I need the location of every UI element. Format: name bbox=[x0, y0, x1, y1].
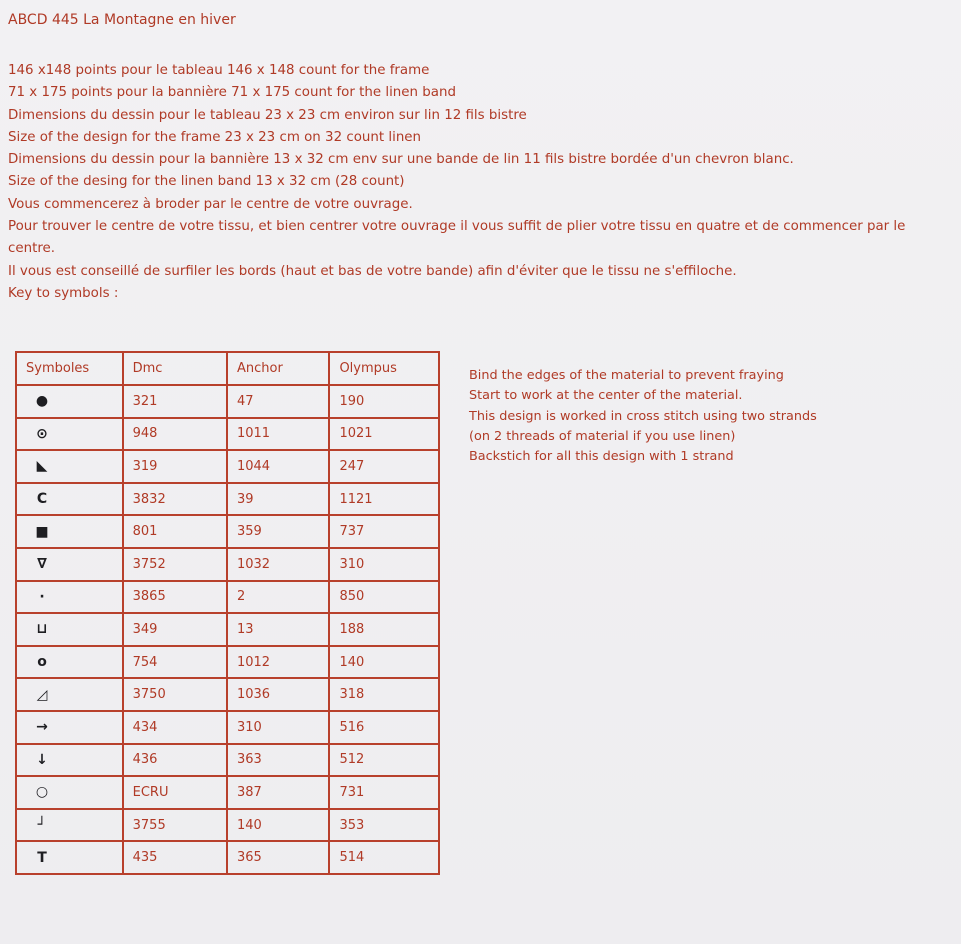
stitch-symbol-icon: ● bbox=[35, 393, 49, 410]
table-row bbox=[16, 581, 439, 614]
anchor-cell: 13 bbox=[227, 613, 329, 646]
note-line: This design is worked in cross stitch using two strands bbox=[469, 408, 817, 424]
stitch-symbol-icon: ◿ bbox=[36, 686, 48, 703]
symbol-cell bbox=[16, 613, 123, 646]
header-symbols: Symboles bbox=[16, 352, 123, 385]
stitch-symbol-icon: · bbox=[39, 588, 45, 605]
symbol-cell bbox=[16, 678, 123, 711]
anchor-cell: 310 bbox=[227, 711, 329, 744]
symbol-key-table bbox=[15, 351, 440, 875]
anchor-cell: 387 bbox=[227, 776, 329, 809]
table-row bbox=[16, 385, 439, 418]
symbol-cell bbox=[16, 450, 123, 483]
table-row bbox=[16, 776, 439, 809]
olympus-cell: 850 bbox=[329, 581, 439, 614]
anchor-cell: 365 bbox=[227, 841, 329, 874]
olympus-cell: 512 bbox=[329, 744, 439, 777]
olympus-cell: 140 bbox=[329, 646, 439, 679]
note-line: Bind the edges of the material to prevent fraying bbox=[469, 368, 784, 383]
olympus-cell: 188 bbox=[329, 613, 439, 646]
stitch-symbol-icon: ↓ bbox=[36, 751, 48, 768]
table-header-row bbox=[16, 352, 439, 385]
dmc-cell: 3752 bbox=[123, 548, 227, 581]
stitch-symbol-icon: ○ bbox=[35, 784, 49, 801]
symbol-cell bbox=[16, 515, 123, 548]
instruction-line: Dimensions du dessin pour la bannière 13 x 32 cm env sur une bande de lin 11 fils bistre bordée d'un chevron blanc. bbox=[8, 152, 794, 168]
symbol-cell bbox=[16, 744, 123, 777]
table-row bbox=[16, 646, 439, 679]
dmc-cell: 801 bbox=[123, 515, 227, 548]
dmc-cell: 3832 bbox=[123, 483, 227, 516]
table-row bbox=[16, 450, 439, 483]
table-row bbox=[16, 678, 439, 711]
symbol-cell bbox=[16, 711, 123, 744]
english-notes bbox=[469, 366, 817, 467]
note-line: (on 2 threads of material if you use linen) bbox=[469, 428, 736, 444]
stitch-symbol-icon: ⊙ bbox=[36, 425, 48, 442]
symbol-cell bbox=[16, 483, 123, 516]
olympus-cell: 318 bbox=[329, 678, 439, 711]
table-row bbox=[16, 515, 439, 548]
note-line: Start to work at the center of the material. bbox=[469, 388, 743, 404]
stitch-symbol-icon: ┘ bbox=[37, 817, 47, 834]
olympus-cell: 247 bbox=[329, 450, 439, 483]
note-line: Backstich for all this design with 1 strand bbox=[469, 449, 734, 465]
table-row bbox=[16, 483, 439, 516]
table-row bbox=[16, 809, 439, 842]
header-anchor: Anchor bbox=[227, 352, 329, 385]
stitch-symbol-icon: ◣ bbox=[36, 458, 48, 475]
table-row bbox=[16, 548, 439, 581]
olympus-cell: 1121 bbox=[329, 483, 439, 516]
anchor-cell: 47 bbox=[227, 385, 329, 418]
dmc-cell: 436 bbox=[123, 744, 227, 777]
page-title: ABCD 445 La Montagne en hiver bbox=[8, 12, 236, 28]
anchor-cell: 39 bbox=[227, 483, 329, 516]
symbol-cell bbox=[16, 841, 123, 874]
symbol-cell bbox=[16, 385, 123, 418]
dmc-cell: 434 bbox=[123, 711, 227, 744]
anchor-cell: 1036 bbox=[227, 678, 329, 711]
instruction-line: Dimensions du dessin pour le tableau 23 x 23 cm environ sur lin 12 fils bistre bbox=[8, 107, 527, 123]
dmc-cell: 948 bbox=[123, 418, 227, 451]
table-row bbox=[16, 841, 439, 874]
olympus-cell: 731 bbox=[329, 776, 439, 809]
anchor-cell: 1044 bbox=[227, 450, 329, 483]
symbol-cell bbox=[16, 776, 123, 809]
olympus-cell: 310 bbox=[329, 548, 439, 581]
dmc-cell: 3750 bbox=[123, 678, 227, 711]
symbol-cell bbox=[16, 809, 123, 842]
key-heading: Key to symbols : bbox=[8, 285, 119, 301]
symbol-cell bbox=[16, 418, 123, 451]
anchor-cell: 1032 bbox=[227, 548, 329, 581]
olympus-cell: 514 bbox=[329, 841, 439, 874]
olympus-cell: 1021 bbox=[329, 418, 439, 451]
stitch-symbol-icon: T bbox=[37, 849, 47, 866]
instruction-line: 71 x 175 points pour la bannière 71 x 175 count for the linen band bbox=[8, 85, 456, 101]
olympus-cell: 516 bbox=[329, 711, 439, 744]
stitch-symbol-icon: ⊔ bbox=[36, 621, 48, 638]
stitch-symbol-icon: o bbox=[37, 654, 47, 671]
stitch-symbol-icon: C bbox=[36, 491, 48, 508]
olympus-cell: 353 bbox=[329, 809, 439, 842]
dmc-cell: 3755 bbox=[123, 809, 227, 842]
olympus-cell: 737 bbox=[329, 515, 439, 548]
olympus-cell: 190 bbox=[329, 385, 439, 418]
anchor-cell: 140 bbox=[227, 809, 329, 842]
symbol-cell bbox=[16, 646, 123, 679]
dmc-cell: 349 bbox=[123, 613, 227, 646]
header-olympus: Olympus bbox=[329, 352, 439, 385]
dmc-cell: 319 bbox=[123, 450, 227, 483]
anchor-cell: 363 bbox=[227, 744, 329, 777]
table-row bbox=[16, 613, 439, 646]
instruction-line: Pour trouver le centre de votre tissu, et bien centrer votre ouvrage il vous suffit de plier votre tissu en quatre et de commencer par le centre. bbox=[8, 219, 906, 257]
instruction-line: Size of the design for the frame 23 x 23 cm on 32 count linen bbox=[8, 129, 422, 145]
anchor-cell: 1011 bbox=[227, 418, 329, 451]
header-dmc: Dmc bbox=[123, 352, 227, 385]
instruction-line: 146 x148 points pour le tableau 146 x 148 count for the frame bbox=[8, 63, 430, 78]
stitch-symbol-icon: ■ bbox=[35, 523, 49, 540]
instruction-line: Size of the desing for the linen band 13 x 32 cm (28 count) bbox=[8, 174, 405, 190]
stitch-symbol-icon: ∇ bbox=[37, 556, 47, 573]
table-row bbox=[16, 418, 439, 451]
dmc-cell: 754 bbox=[123, 646, 227, 679]
dmc-cell: 3865 bbox=[123, 581, 227, 614]
instructions-block bbox=[8, 60, 953, 305]
table-row bbox=[16, 711, 439, 744]
symbol-cell bbox=[16, 581, 123, 614]
stitch-symbol-icon: → bbox=[36, 719, 48, 736]
dmc-cell: 435 bbox=[123, 841, 227, 874]
anchor-cell: 359 bbox=[227, 515, 329, 548]
dmc-cell: 321 bbox=[123, 385, 227, 418]
symbol-cell bbox=[16, 548, 123, 581]
anchor-cell: 1012 bbox=[227, 646, 329, 679]
table-row bbox=[16, 744, 439, 777]
instruction-line: Il vous est conseillé de surfiler les bords (haut et bas de votre bande) afin d'éviter que le tissu ne s'effiloche. bbox=[8, 263, 737, 279]
dmc-cell: ECRU bbox=[123, 776, 227, 809]
instruction-line: Vous commencerez à broder par le centre de votre ouvrage. bbox=[8, 196, 413, 212]
anchor-cell: 2 bbox=[227, 581, 329, 614]
